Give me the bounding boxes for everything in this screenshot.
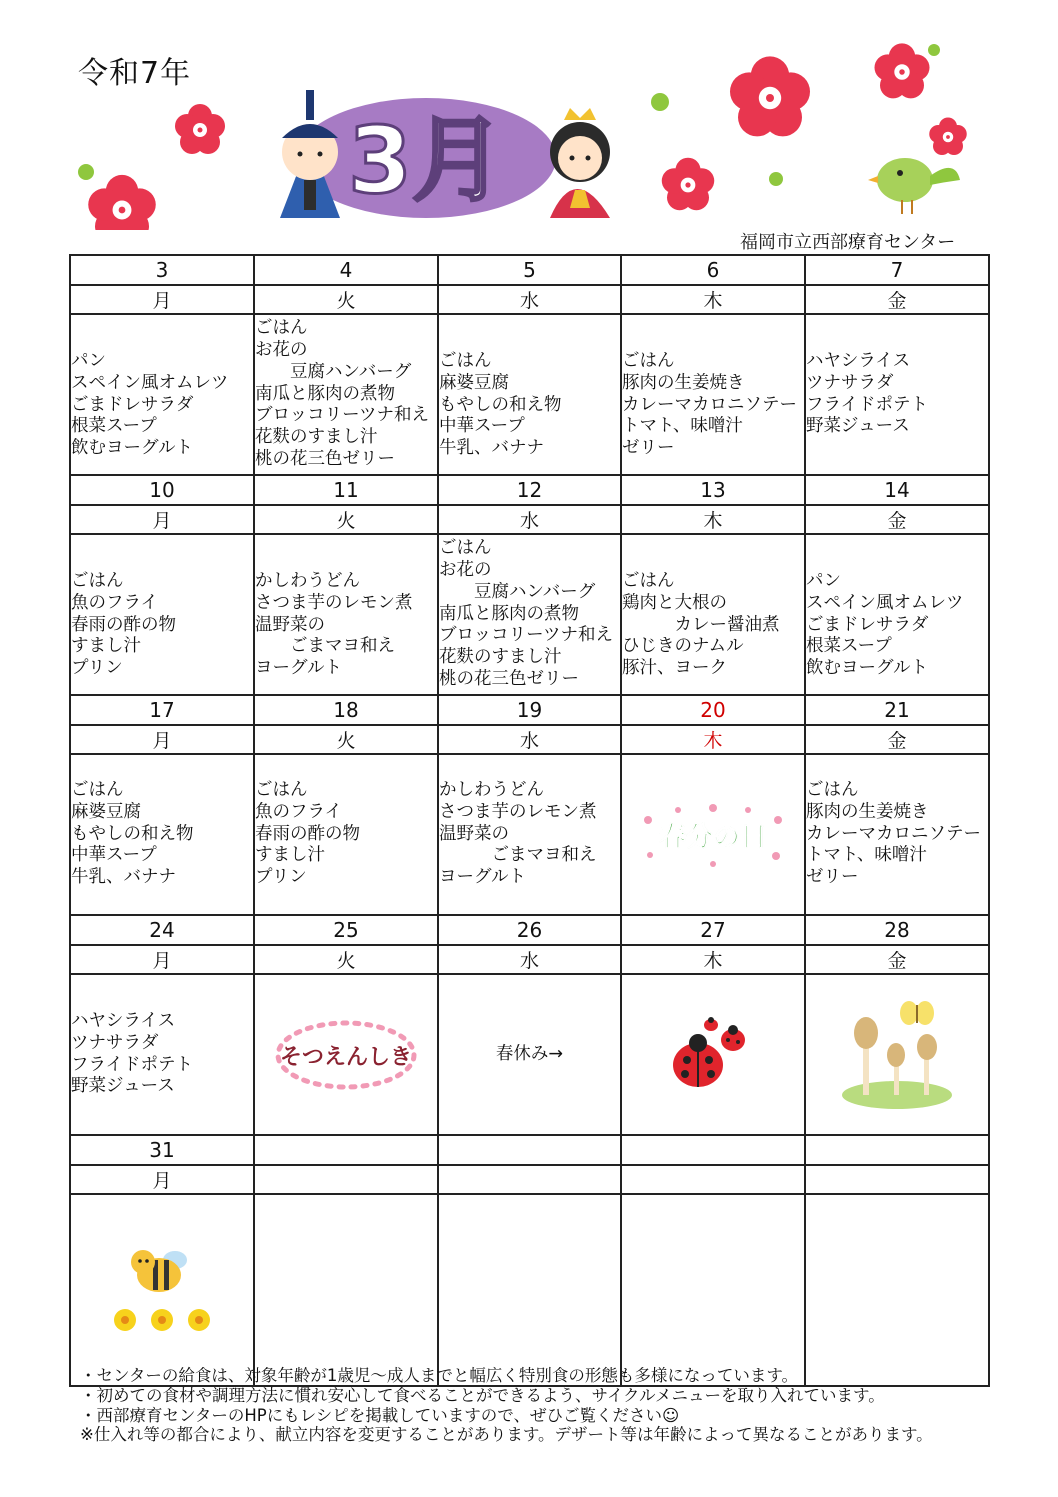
menu-item: ヨーグルト <box>439 867 526 888</box>
menu-item: トマト、味噌汁 <box>806 845 927 866</box>
flower-icon <box>647 852 653 858</box>
note-line: ・センターの給食は、対象年齢が1歳児～成人までと幅広く特別食の形態も多様になっています。 <box>80 1366 799 1385</box>
menu-cell <box>805 314 989 475</box>
weekday-cell: 火 <box>254 505 438 534</box>
spring-break-note: 春休み→ <box>495 1043 564 1064</box>
menu-item: ごはん <box>71 570 124 591</box>
menu-cell <box>805 534 989 695</box>
plum-blossom-icon <box>662 158 715 210</box>
date-row <box>70 475 989 505</box>
menu-item: ひじきのナムル <box>622 636 744 657</box>
bud-icon <box>769 172 783 186</box>
organization-name: 福岡市立西部療育センター <box>740 232 956 253</box>
menu-item: 温野菜の <box>255 614 325 635</box>
menu-item: 豚汁、ヨーク <box>622 658 727 679</box>
menu-item: ごはん <box>255 318 308 339</box>
date-cell: 25 <box>254 915 438 945</box>
menu-item: ブロッコリーツナ和え <box>255 405 429 426</box>
flower-icon <box>745 807 751 813</box>
footer-notes <box>80 1366 933 1445</box>
empty-cell <box>254 1135 438 1165</box>
note-line: ・西部療育センターのHPにもレシピを掲載していますので、ぜひご覧ください☺ <box>80 1405 680 1425</box>
plum-blossom-icon <box>175 104 225 154</box>
picture-cell <box>805 974 989 1135</box>
date-row <box>70 695 989 725</box>
hina-doll-icon <box>550 108 610 218</box>
menu-item: 花麩のすまし汁 <box>255 427 378 448</box>
menu-calendar <box>69 254 990 1387</box>
menu-item <box>439 329 620 351</box>
menu-item: プリン <box>255 867 307 888</box>
menu-item: ごまドレサラダ <box>71 394 194 415</box>
weekday-cell: 月 <box>70 725 254 754</box>
menu-item: すまし汁 <box>71 636 141 657</box>
menu-item: スペイン風オムレツ <box>806 592 964 613</box>
date-cell: 28 <box>805 915 989 945</box>
weekday-row <box>70 505 989 534</box>
menu-item: ゼリー <box>806 867 859 888</box>
menu-item: パン <box>806 570 841 591</box>
flower-icon <box>675 807 681 813</box>
menu-item: 桃の花三色ゼリー <box>255 448 395 469</box>
flower-icon <box>710 861 716 867</box>
date-cell: 5 <box>438 255 621 285</box>
picture-cell <box>621 974 805 1135</box>
date-cell: 6 <box>621 255 805 285</box>
empty-cell <box>438 1194 621 1386</box>
menu-item <box>622 329 804 351</box>
menu-item: 春雨の酢の物 <box>255 823 360 844</box>
menu-item: 魚のフライ <box>255 801 342 822</box>
note-cell <box>438 974 621 1135</box>
menu-item: ごはん <box>71 780 124 800</box>
date-cell: 24 <box>70 915 254 945</box>
menu-item: 鶏肉と大根の <box>622 592 727 613</box>
bee-illustration <box>97 1240 227 1340</box>
date-cell: 11 <box>254 475 438 505</box>
date-cell: 27 <box>621 915 805 945</box>
menu-item: ごはん <box>439 538 492 559</box>
weekday-cell: 水 <box>438 505 621 534</box>
month-title: 3月 <box>347 107 505 214</box>
weekday-cell: 月 <box>70 505 254 534</box>
bird-icon <box>868 158 960 214</box>
butterfly-icon <box>900 1001 934 1025</box>
menu-item: ツナサラダ <box>71 1032 159 1053</box>
menu-item: もやしの和え物 <box>439 394 562 415</box>
menu-item: ごはん <box>255 780 308 800</box>
menu-cell <box>621 534 805 695</box>
weekday-cell: 木 <box>621 285 805 314</box>
date-row <box>70 255 989 285</box>
empty-cell <box>805 1165 989 1194</box>
empty-cell <box>254 1165 438 1194</box>
weekday-cell: 水 <box>438 725 621 754</box>
menu-cell <box>254 534 438 695</box>
weekday-cell-holiday: 木 <box>621 725 805 754</box>
weekday-row <box>70 725 989 754</box>
menu-item: ごはん <box>806 780 859 800</box>
weekday-cell: 水 <box>438 285 621 314</box>
menu-cell <box>805 754 989 915</box>
date-cell: 19 <box>438 695 621 725</box>
menu-item <box>806 549 988 571</box>
weekday-row <box>70 1165 989 1194</box>
date-cell: 10 <box>70 475 254 505</box>
weekday-row <box>70 945 989 974</box>
menu-item: ヨーグルト <box>255 658 342 679</box>
menu-item: 南瓜と豚肉の煮物 <box>439 603 579 624</box>
menu-item: カレーマカロニソテー <box>622 394 797 415</box>
bud-icon <box>78 164 94 180</box>
empty-cell <box>621 1165 805 1194</box>
menu-item: スペイン風オムレツ <box>71 372 229 393</box>
menu-item: かしわうどん <box>255 570 360 591</box>
date-cell: 14 <box>805 475 989 505</box>
menu-item: 中華スープ <box>439 416 525 437</box>
menu-item: ごまマヨ和え <box>255 636 395 657</box>
menu-item: ごはん <box>439 350 492 371</box>
weekday-cell: 金 <box>805 725 989 754</box>
weekday-cell: 火 <box>254 285 438 314</box>
menu-item: 麻婆豆腐 <box>439 372 509 393</box>
menu-cell <box>438 754 621 915</box>
menu-row <box>70 974 989 1135</box>
menu-item: 豆腐ハンバーグ <box>255 361 412 382</box>
menu-item: 南瓜と豚肉の煮物 <box>255 383 395 404</box>
weekday-cell: 月 <box>70 285 254 314</box>
plum-blossom-icon <box>88 175 156 230</box>
menu-item: 麻婆豆腐 <box>71 801 141 822</box>
bud-icon <box>651 93 669 111</box>
weekday-cell: 金 <box>805 285 989 314</box>
date-cell: 12 <box>438 475 621 505</box>
menu-item: 花麩のすまし汁 <box>439 647 562 668</box>
menu-item: フライドポテト <box>71 1054 193 1075</box>
date-cell: 7 <box>805 255 989 285</box>
date-cell: 3 <box>70 255 254 285</box>
menu-item: 春雨の酢の物 <box>71 614 176 635</box>
menu-item: ハヤシライス <box>806 350 911 371</box>
date-row <box>70 1135 989 1165</box>
menu-item: ブロッコリーツナ和え <box>439 625 613 646</box>
menu-item: 野菜ジュース <box>71 1076 175 1097</box>
flower-icon <box>772 852 780 860</box>
menu-cell <box>438 534 621 695</box>
note-line: ・初めての食材や調理方法に慣れ安心して食べることができるよう、サイクルメニューを取り入れています。 <box>80 1385 885 1405</box>
menu-item: カレーマカロニソテー <box>806 823 981 844</box>
menu-item: カレー醤油煮 <box>622 614 780 635</box>
menu-item: プリン <box>71 658 123 679</box>
menu-item <box>622 549 804 571</box>
menu-item: 温野菜の <box>439 823 509 844</box>
menu-item: もやしの和え物 <box>71 823 194 844</box>
hina-doll-icon <box>280 90 340 218</box>
menu-item: 根菜スープ <box>71 416 157 437</box>
picture-cell <box>70 1194 254 1386</box>
empty-cell <box>621 1194 805 1386</box>
flower-icon <box>644 816 652 824</box>
date-cell: 4 <box>254 255 438 285</box>
menu-row <box>70 754 989 915</box>
menu-item <box>71 329 253 351</box>
date-cell: 26 <box>438 915 621 945</box>
plum-blossom-icon <box>929 118 967 156</box>
date-cell-holiday: 20 <box>621 695 805 725</box>
menu-item: ごはん <box>622 350 675 371</box>
date-cell: 13 <box>621 475 805 505</box>
menu-cell <box>438 314 621 475</box>
weekday-cell: 木 <box>621 505 805 534</box>
weekday-row <box>70 285 989 314</box>
menu-item: 牛乳、バナナ <box>439 438 544 459</box>
menu-item: ハヤシライス <box>71 1010 176 1031</box>
note-line: ※仕入れ等の都合により、献立内容を変更することがあります。デザート等は年齢によって異なることがあります。 <box>80 1425 933 1445</box>
date-cell: 21 <box>805 695 989 725</box>
menu-item: トマト、味噌汁 <box>622 416 743 437</box>
menu-row <box>70 1194 989 1386</box>
plum-blossom-icon <box>875 43 930 98</box>
menu-item <box>255 549 437 571</box>
holiday-label: 春分の日 <box>659 821 767 853</box>
menu-row <box>70 534 989 695</box>
menu-item: ツナサラダ <box>806 372 894 393</box>
menu-item: 桃の花三色ゼリー <box>439 668 579 689</box>
menu-item: ごまマヨ和え <box>439 845 597 866</box>
menu-item: お花の <box>255 340 308 360</box>
menu-cell <box>70 754 254 915</box>
menu-item: パン <box>71 350 106 371</box>
empty-cell <box>805 1135 989 1165</box>
menu-item: 飲むヨーグルト <box>71 438 193 459</box>
menu-cell <box>70 974 254 1135</box>
menu-row <box>70 314 989 475</box>
empty-cell <box>805 1194 989 1386</box>
weekday-cell: 月 <box>70 945 254 974</box>
menu-item: すまし汁 <box>255 845 325 866</box>
weekday-cell: 水 <box>438 945 621 974</box>
date-cell: 18 <box>254 695 438 725</box>
event-label: そつえんしき <box>279 1044 413 1070</box>
menu-cell <box>254 754 438 915</box>
menu-item: 牛乳、バナナ <box>71 867 176 888</box>
date-row <box>70 915 989 945</box>
date-cell: 17 <box>70 695 254 725</box>
date-cell: 31 <box>70 1135 254 1165</box>
menu-cell <box>70 534 254 695</box>
menu-item: さつま芋のレモン煮 <box>439 801 597 822</box>
menu-item: 根菜スープ <box>806 636 892 657</box>
weekday-cell: 月 <box>70 1165 254 1194</box>
empty-cell <box>438 1165 621 1194</box>
menu-item: 豚肉の生姜焼き <box>806 801 929 822</box>
menu-item: ごはん <box>622 570 675 591</box>
empty-cell <box>254 1194 438 1386</box>
menu-item: さつま芋のレモン煮 <box>255 592 413 613</box>
menu-item: ゼリー <box>622 438 675 459</box>
menu-item <box>71 549 253 571</box>
menu-cell <box>621 314 805 475</box>
holiday-cell <box>621 754 805 915</box>
menu-item: お花の <box>439 560 492 580</box>
weekday-cell: 木 <box>621 945 805 974</box>
menu-item: 中華スープ <box>71 845 157 866</box>
horsetail-illustration <box>837 995 957 1115</box>
menu-cell <box>254 314 438 475</box>
menu-cell <box>70 314 254 475</box>
era-year: 令和7年 <box>78 56 192 91</box>
ladybug-icon <box>663 1010 763 1100</box>
weekday-cell: 火 <box>254 725 438 754</box>
empty-cell <box>621 1135 805 1165</box>
flower-icon <box>709 804 717 812</box>
weekday-cell: 火 <box>254 945 438 974</box>
menu-item: 豆腐ハンバーグ <box>439 581 596 602</box>
menu-item: 豚肉の生姜焼き <box>622 372 745 393</box>
menu-item: フライドポテト <box>806 394 928 415</box>
plum-blossom-icon <box>730 56 810 136</box>
menu-item: 魚のフライ <box>71 592 158 613</box>
empty-cell <box>438 1135 621 1165</box>
menu-item: かしわうどん <box>439 780 544 800</box>
weekday-cell: 金 <box>805 945 989 974</box>
header-decoration <box>70 40 990 230</box>
flower-icon <box>774 816 782 824</box>
event-cell <box>254 974 438 1135</box>
graduation-illustration <box>271 1015 421 1095</box>
shunbun-no-hi-illustration <box>638 800 788 870</box>
menu-item: ごまドレサラダ <box>806 614 929 635</box>
menu-item: 野菜ジュース <box>806 416 910 437</box>
bud-icon <box>928 44 940 56</box>
weekday-cell: 金 <box>805 505 989 534</box>
menu-item: 飲むヨーグルト <box>806 658 928 679</box>
